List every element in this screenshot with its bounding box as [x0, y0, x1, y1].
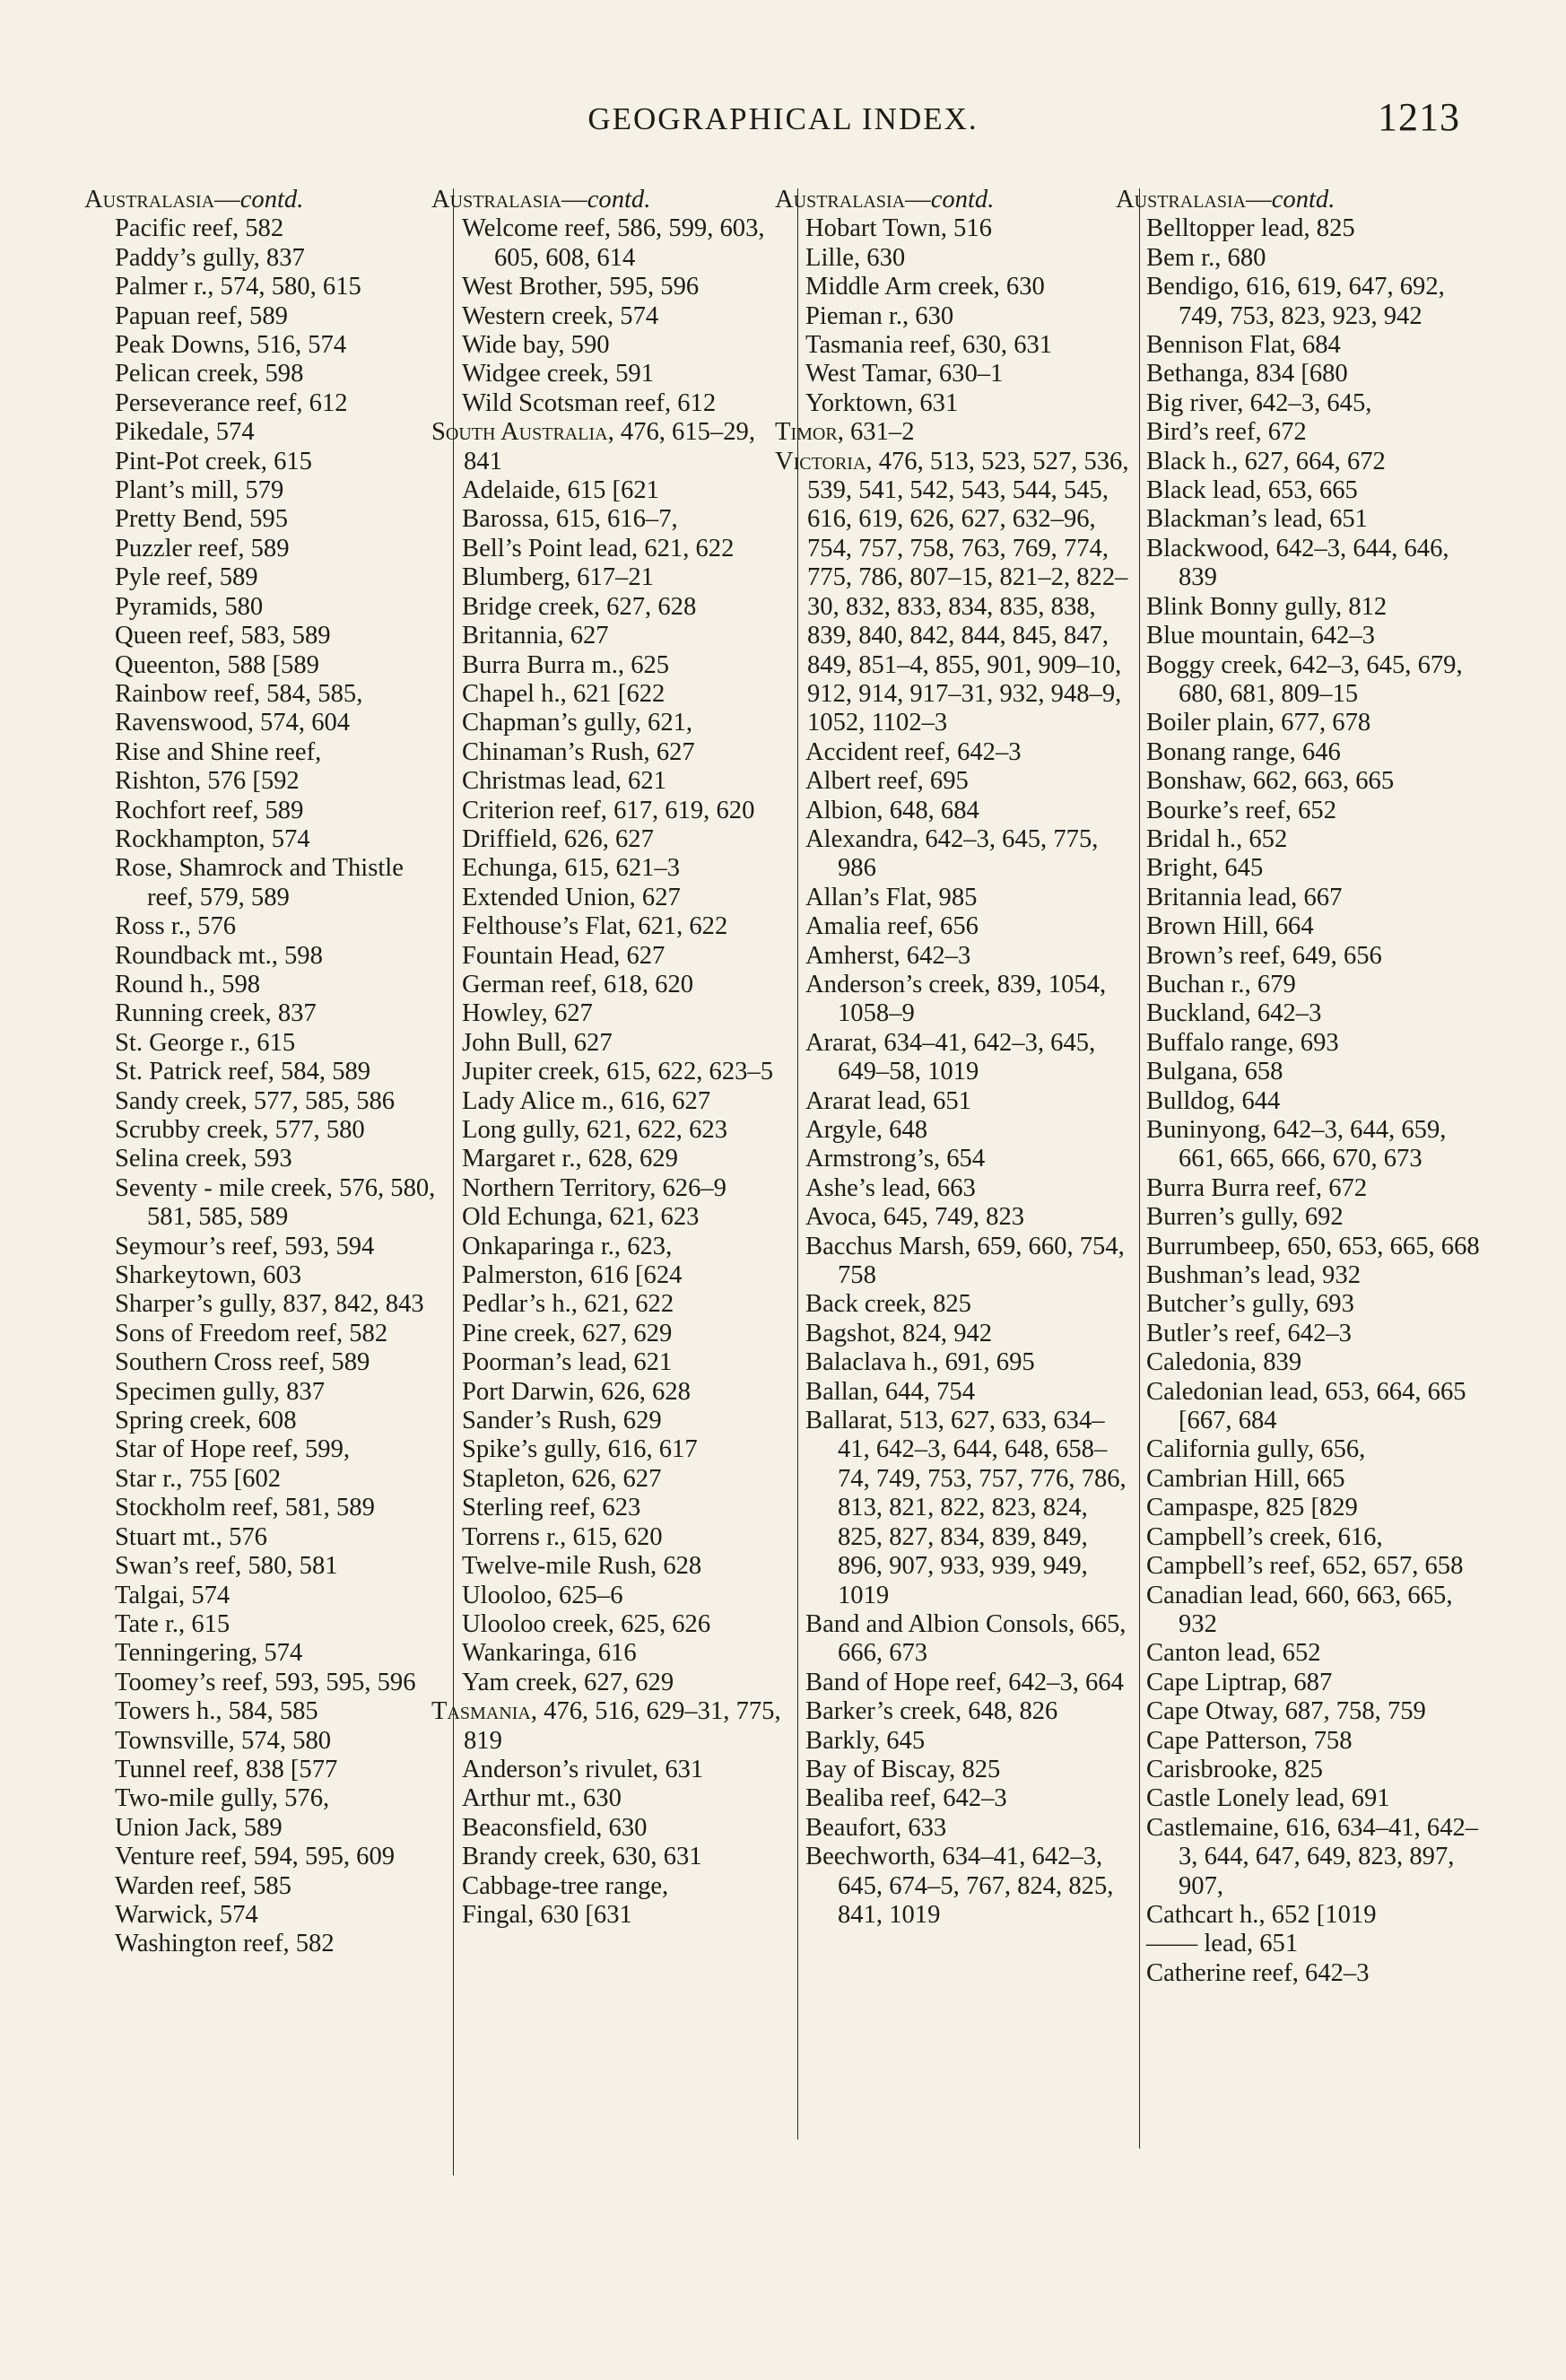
- index-entry: Swan’s reef, 580, 581: [115, 1552, 338, 1581]
- index-entry: Cape Otway, 687, 758, 759: [1146, 1697, 1426, 1726]
- index-entry: Anderson’s creek, 839, 1054, 1058–9: [805, 970, 1107, 1028]
- heading-pages: , 476, 513, 523, 527, 536, 539, 541, 542, 543, 544, 545, 616, 619, 626, 627, 632–96, 754, 757, 758, 763, 769, 774, 775, 786, 807–15, 821–2, 822–30, 832, 833, 834, 835, 838, 839, 840, 842, 844, 845, 847, 849, 851–4, 855, 901, 909–10, 912, 914, 917–31, 932, 948–9, 1052, 1102–3: [807, 447, 1129, 737]
- index-entry: Queenton, 588 [589: [115, 650, 319, 679]
- index-entry: Adelaide, 615 [621: [462, 476, 659, 505]
- index-entry: Butcher’s gully, 693: [1146, 1290, 1354, 1319]
- index-entry: Brown Hill, 664: [1146, 912, 1314, 941]
- index-entry: Plant’s mill, 579: [115, 476, 284, 505]
- index-entry: Bealiba reef, 642–3: [805, 1784, 1007, 1813]
- heading-lead: Timor: [775, 418, 838, 447]
- index-entry: Sterling reef, 623: [462, 1494, 641, 1522]
- index-entry: Burrumbeep, 650, 653, 665, 668: [1146, 1232, 1480, 1260]
- index-entry: Carisbrooke, 825: [1146, 1755, 1323, 1783]
- index-entry: Amherst, 642–3: [805, 941, 971, 970]
- index-entry: Burren’s gully, 692: [1146, 1203, 1344, 1232]
- index-entry: Ararat lead, 651: [805, 1086, 971, 1115]
- index-entry: Cape Patterson, 758: [1146, 1726, 1353, 1755]
- index-entry: Albert reef, 695: [805, 767, 969, 796]
- index-entry: Alexandra, 642–3, 645, 775, 986: [805, 824, 1099, 883]
- index-entry: Barkly, 645: [805, 1726, 926, 1755]
- index-entry: Puzzler reef, 589: [115, 534, 290, 562]
- index-entry: Black h., 627, 664, 672: [1146, 447, 1386, 475]
- index-entry: Palmerston, 616 [624: [462, 1261, 683, 1290]
- index-entry: Pretty Bend, 595: [115, 505, 288, 534]
- page-number: 1213: [1378, 95, 1460, 139]
- index-entry: Bright, 645: [1146, 854, 1264, 883]
- index-entry: Bridal h., 652: [1146, 824, 1288, 853]
- index-entry: Roundback mt., 598: [115, 941, 323, 970]
- index-entry: Castlemaine, 616, 634–41, 642–3, 644, 647, 649, 823, 897, 907,: [1146, 1813, 1479, 1900]
- index-entry: Black lead, 653, 665: [1146, 476, 1358, 505]
- index-entry: Christmas lead, 621: [462, 767, 666, 796]
- index-entry: West Brother, 595, 596: [462, 273, 700, 301]
- heading-lead: Australasia: [431, 186, 562, 214]
- index-entry: Twelve-mile Rush, 628: [462, 1552, 702, 1581]
- index-entry: Fountain Head, 627: [462, 941, 666, 970]
- index-entry: Bendigo, 616, 619, 647, 692, 749, 753, 823, 923, 942: [1146, 273, 1445, 330]
- page-title: GEOGRAPHICAL INDEX.: [587, 101, 979, 136]
- index-entry: Bonshaw, 662, 663, 665: [1146, 767, 1395, 796]
- index-entry: Sharkeytown, 603: [115, 1261, 302, 1290]
- index-entry: Bonang range, 646: [1146, 737, 1341, 766]
- index-entry: Yorktown, 631: [805, 388, 959, 417]
- index-entry: Hobart Town, 516: [805, 214, 992, 243]
- heading-pages: , 476, 516, 629–31, 775, 819: [464, 1697, 781, 1755]
- index-entry: Buchan r., 679: [1146, 970, 1296, 998]
- index-entry: Pint-Pot creek, 615: [115, 447, 312, 475]
- index-entry: Bridge creek, 627, 628: [462, 592, 697, 621]
- index-entry: Bulldog, 644: [1146, 1086, 1281, 1115]
- index-entry: Beaufort, 633: [805, 1813, 947, 1842]
- index-entry: Big river, 642–3, 645,: [1146, 388, 1372, 417]
- heading-contd: contd.: [239, 186, 304, 214]
- index-entry: Ulooloo, 625–6: [462, 1581, 623, 1609]
- index-entry: Two-mile gully, 576,: [115, 1784, 330, 1813]
- index-entry: Wankaringa, 616: [462, 1639, 637, 1668]
- index-entry: Papuan reef, 589: [115, 301, 288, 330]
- index-entry: Washington reef, 582: [115, 1930, 335, 1958]
- index-entry: Avoca, 645, 749, 823: [805, 1203, 1025, 1232]
- index-section-heading: [775, 418, 1135, 447]
- index-entry: Barossa, 615, 616–7,: [462, 505, 678, 534]
- index-entry: Widgee creek, 591: [462, 360, 654, 388]
- index-entry: Western creek, 574: [462, 301, 659, 330]
- index-entry: Catherine reef, 642–3: [1146, 1958, 1370, 1987]
- index-column-3: [775, 186, 1135, 2186]
- index-entry: Belltopper lead, 825: [1146, 214, 1355, 243]
- index-entry: Barker’s creek, 648, 826: [805, 1697, 1058, 1726]
- index-entry: Ballan, 644, 754: [805, 1377, 976, 1406]
- index-entry: Criterion reef, 617, 619, 620: [462, 796, 755, 824]
- heading-lead: Australasia: [84, 186, 215, 214]
- index-entry: Townsville, 574, 580: [115, 1726, 332, 1755]
- index-entry: Onkaparinga r., 623,: [462, 1232, 673, 1260]
- index-entry: Star r., 755 [602: [115, 1464, 282, 1493]
- index-entry: Pacific reef, 582: [115, 214, 284, 243]
- index-entry: Welcome reef, 586, 599, 603, 605, 608, 614: [462, 214, 765, 272]
- index-section-heading: Australasia—contd.: [431, 186, 651, 214]
- heading-lead: South Australia: [431, 418, 608, 447]
- index-entry: John Bull, 627: [462, 1028, 613, 1057]
- index-entry: Bem r., 680: [1146, 243, 1266, 272]
- index-entry: Canadian lead, 660, 663, 665, 932: [1146, 1581, 1453, 1638]
- index-entry: Buninyong, 642–3, 644, 659, 661, 665, 666, 670, 673: [1146, 1116, 1447, 1173]
- index-entry: Accident reef, 642–3: [805, 737, 1022, 766]
- index-entry: Queen reef, 583, 589: [115, 622, 331, 650]
- index-entry: Bagshot, 824, 942: [805, 1319, 993, 1347]
- index-entry: Rose, Shamrock and Thistle reef, 579, 589: [115, 854, 404, 911]
- index-entry: Ulooloo creek, 625, 626: [462, 1609, 711, 1638]
- index-entry: Port Darwin, 626, 628: [462, 1377, 691, 1406]
- index-entry: Bethanga, 834 [680: [1146, 360, 1348, 388]
- index-entry: Blackman’s lead, 651: [1146, 505, 1368, 534]
- index-entry: Lady Alice m., 616, 627: [462, 1086, 711, 1115]
- index-entry: Toomey’s reef, 593, 595, 596: [115, 1668, 416, 1696]
- index-entry: Band of Hope reef, 642–3, 664: [805, 1668, 1124, 1696]
- index-entry: Boggy creek, 642–3, 645, 679, 680, 681, 809–15: [1146, 650, 1463, 708]
- index-entry: Bay of Biscay, 825: [805, 1755, 1001, 1783]
- index-entry: Ravenswood, 574, 604: [115, 709, 351, 737]
- index-entry: Warden reef, 585: [115, 1871, 291, 1900]
- index-entry: Bird’s reef, 672: [1146, 418, 1307, 447]
- index-entry: Peak Downs, 516, 574: [115, 331, 347, 360]
- index-entry: Buffalo range, 693: [1146, 1028, 1339, 1057]
- index-entry: Cape Liptrap, 687: [1146, 1668, 1333, 1696]
- index-entry: Rishton, 576 [592: [115, 767, 300, 796]
- column-divider: [453, 188, 454, 2175]
- index-entry: Pelican creek, 598: [115, 360, 304, 388]
- index-entry: Cambrian Hill, 665: [1146, 1464, 1345, 1493]
- index-entry: Pyle reef, 589: [115, 563, 258, 592]
- index-entry: Chinaman’s Rush, 627: [462, 737, 695, 766]
- index-entry: Pyramids, 580: [115, 592, 264, 621]
- column-divider: [1139, 188, 1140, 2149]
- index-entry: Paddy’s gully, 837: [115, 243, 305, 272]
- index-entry: Venture reef, 594, 595, 609: [115, 1843, 396, 1871]
- index-entry: Rainbow reef, 584, 585,: [115, 679, 363, 708]
- index-entry: Jupiter creek, 615, 622, 623–5: [462, 1058, 774, 1086]
- index-entry: Boiler plain, 677, 678: [1146, 709, 1371, 737]
- index-entry: Blue mountain, 642–3: [1146, 622, 1375, 650]
- index-entry: Bulgana, 658: [1146, 1058, 1283, 1086]
- index-entry: Selina creek, 593: [115, 1145, 292, 1173]
- heading-lead: Tasmania: [431, 1697, 531, 1726]
- index-entry: Blackwood, 642–3, 644, 646, 839: [1146, 534, 1449, 592]
- index-entry: Balaclava h., 691, 695: [805, 1348, 1035, 1377]
- heading-contd: contd.: [930, 186, 995, 214]
- index-section-heading: Australasia—contd.: [84, 186, 304, 214]
- index-entry: Amalia reef, 656: [805, 912, 979, 941]
- index-entry: St. George r., 615: [115, 1028, 296, 1057]
- index-entry: West Tamar, 630–1: [805, 360, 1004, 388]
- index-entry: Tunnel reef, 838 [577: [115, 1755, 338, 1783]
- index-entry: Perseverance reef, 612: [115, 388, 348, 417]
- index-entry: St. Patrick reef, 584, 589: [115, 1058, 371, 1086]
- index-entry: Middle Arm creek, 630: [805, 273, 1045, 301]
- index-entry: Castle Lonely lead, 691: [1146, 1784, 1390, 1813]
- index-entry: Arthur mt., 630: [462, 1784, 622, 1813]
- index-entry: Brown’s reef, 649, 656: [1146, 941, 1382, 970]
- index-entry: Anderson’s rivulet, 631: [462, 1755, 704, 1783]
- index-entry: Bennison Flat, 684: [1146, 331, 1341, 360]
- index-entry: Southern Cross reef, 589: [115, 1348, 370, 1377]
- index-entry: Howley, 627: [462, 999, 593, 1028]
- index-entry: Margaret r., 628, 629: [462, 1145, 678, 1173]
- index-entry: Towers h., 584, 585: [115, 1697, 318, 1726]
- index-entry: Driffield, 626, 627: [462, 824, 654, 853]
- index-entry: Specimen gully, 837: [115, 1377, 326, 1406]
- index-entry: Campaspe, 825 [829: [1146, 1494, 1358, 1522]
- index-entry: Armstrong’s, 654: [805, 1145, 986, 1173]
- index-entry: Pedlar’s h., 621, 622: [462, 1290, 674, 1319]
- index-entry: Campbell’s reef, 652, 657, 658: [1146, 1552, 1464, 1581]
- index-entry: Stapleton, 626, 627: [462, 1464, 662, 1493]
- index-entry: Rochfort reef, 589: [115, 796, 304, 824]
- index-entry: Seymour’s reef, 593, 594: [115, 1232, 375, 1260]
- index-section-heading: [775, 448, 1135, 738]
- index-entry: Beaconsfield, 630: [462, 1813, 648, 1842]
- index-entry: Scrubby creek, 577, 580: [115, 1116, 365, 1144]
- heading-lead: Australasia: [1116, 186, 1247, 214]
- index-entry: —— lead, 651: [1146, 1930, 1299, 1958]
- index-entry: Beechworth, 634–41, 642–3, 645, 674–5, 767, 824, 825, 841, 1019: [805, 1843, 1114, 1929]
- index-entry: Canton lead, 652: [1146, 1639, 1321, 1668]
- index-entry: Yam creek, 627, 629: [462, 1668, 674, 1696]
- index-entry: Spike’s gully, 616, 617: [462, 1435, 698, 1464]
- index-entry: Palmer r., 574, 580, 615: [115, 273, 361, 301]
- index-column-4: [1116, 186, 1487, 2186]
- index-entry: Ross r., 576: [115, 912, 237, 941]
- index-section-heading: [431, 1697, 792, 1756]
- index-entry: Burra Burra m., 625: [462, 650, 670, 679]
- index-entry: Lille, 630: [805, 243, 906, 272]
- index-section-heading: [431, 418, 792, 476]
- heading-contd: contd.: [1271, 186, 1335, 214]
- index-entry: Blumberg, 617–21: [462, 563, 654, 592]
- index-entry: Ballarat, 513, 627, 633, 634–41, 642–3, 644, 648, 658–74, 749, 753, 757, 776, 786, 813, 821, 822, 823, 824, 825, 827, 834, 839, 849, 896, 907, 933, 939, 949, 1019: [805, 1407, 1127, 1609]
- index-entry: Wide bay, 590: [462, 331, 610, 360]
- index-entry: Bacchus Marsh, 659, 660, 754, 758: [805, 1232, 1125, 1290]
- index-entry: Round h., 598: [115, 970, 261, 998]
- index-entry: Poorman’s lead, 621: [462, 1348, 673, 1377]
- index-entry: Felthouse’s Flat, 621, 622: [462, 912, 728, 941]
- index-entry: Pikedale, 574: [115, 418, 255, 447]
- index-entry: Rockhampton, 574: [115, 824, 310, 853]
- index-entry: Britannia lead, 667: [1146, 883, 1343, 911]
- index-entry: Bell’s Point lead, 621, 622: [462, 534, 735, 562]
- index-entry: Chapel h., 621 [622: [462, 679, 666, 708]
- index-entry: Cathcart h., 652 [1019: [1146, 1900, 1377, 1929]
- heading-pages: , 631–2: [837, 418, 915, 447]
- page-header: [0, 94, 1566, 148]
- index-entry: Sandy creek, 577, 585, 586: [115, 1086, 396, 1115]
- index-entry: Chapman’s gully, 621,: [462, 709, 693, 737]
- index-entry: Butler’s reef, 642–3: [1146, 1319, 1352, 1347]
- index-entry: Talgai, 574: [115, 1581, 231, 1609]
- index-entry: Stockholm reef, 581, 589: [115, 1494, 375, 1522]
- index-entry: Blink Bonny gully, 812: [1146, 592, 1388, 621]
- index-entry: Long gully, 621, 622, 623: [462, 1116, 727, 1144]
- index-entry: Albion, 648, 684: [805, 796, 979, 824]
- index-entry: Seventy - mile creek, 576, 580, 581, 585, 589: [115, 1173, 436, 1232]
- index-entry: Buckland, 642–3: [1146, 999, 1322, 1028]
- index-entry: Campbell’s creek, 616,: [1146, 1522, 1383, 1551]
- index-entry: Fingal, 630 [631: [462, 1900, 632, 1929]
- index-entry: Extended Union, 627: [462, 883, 681, 911]
- index-entry: Ashe’s lead, 663: [805, 1173, 976, 1202]
- heading-lead: Australasia: [775, 186, 906, 214]
- index-entry: Bushman’s lead, 932: [1146, 1261, 1362, 1290]
- index-entry: Sander’s Rush, 629: [462, 1407, 662, 1435]
- index-entry: Star of Hope reef, 599,: [115, 1435, 351, 1464]
- index-entry: Warwick, 574: [115, 1900, 258, 1929]
- index-entry: Union Jack, 589: [115, 1813, 283, 1842]
- heading-lead: Victoria: [775, 447, 866, 475]
- index-entry: Running creek, 837: [115, 999, 317, 1028]
- index-entry: Wild Scotsman reef, 612: [462, 388, 717, 417]
- heading-contd: contd.: [587, 186, 651, 214]
- index-entry: Echunga, 615, 621–3: [462, 854, 681, 883]
- index-entry: Burra Burra reef, 672: [1146, 1173, 1368, 1202]
- index-entry: Spring creek, 608: [115, 1407, 297, 1435]
- index-entry: Back creek, 825: [805, 1290, 971, 1319]
- index-entry: Britannia, 627: [462, 622, 609, 650]
- index-column-2: [431, 186, 792, 2186]
- index-entry: Sons of Freedom reef, 582: [115, 1319, 388, 1347]
- heading-pages: , 476, 615–29, 841: [464, 418, 755, 475]
- index-entry: Caledonia, 839: [1146, 1348, 1302, 1377]
- index-entry: Rise and Shine reef,: [115, 737, 322, 766]
- index-entry: Stuart mt., 576: [115, 1522, 267, 1551]
- index-entry: Old Echunga, 621, 623: [462, 1203, 700, 1232]
- index-entry: California gully, 656,: [1146, 1435, 1366, 1464]
- index-entry: German reef, 618, 620: [462, 970, 694, 998]
- index-entry: Tasmania reef, 630, 631: [805, 331, 1053, 360]
- index-entry: Sharper’s gully, 837, 842, 843: [115, 1290, 424, 1319]
- index-entry: Brandy creek, 630, 631: [462, 1843, 702, 1871]
- index-entry: Tenningering, 574: [115, 1639, 303, 1668]
- index-column-1: [84, 186, 445, 2186]
- index-section-heading: Australasia—contd.: [1116, 186, 1335, 214]
- index-entry: Allan’s Flat, 985: [805, 883, 978, 911]
- index-entry: Cabbage-tree range,: [462, 1871, 669, 1900]
- index-entry: Argyle, 648: [805, 1116, 928, 1144]
- index-entry: Caledonian lead, 653, 664, 665 [667, 684: [1146, 1377, 1466, 1435]
- index-section-heading: Australasia—contd.: [775, 186, 995, 214]
- index-entry: Torrens r., 615, 620: [462, 1522, 663, 1551]
- index-entry: Pine creek, 627, 629: [462, 1319, 673, 1347]
- index-entry: Pieman r., 630: [805, 301, 954, 330]
- index-entry: Ararat, 634–41, 642–3, 645, 649–58, 1019: [805, 1028, 1096, 1086]
- index-entry: Bourke’s reef, 652: [1146, 796, 1337, 824]
- index-entry: Tate r., 615: [115, 1609, 231, 1638]
- index-entry: Band and Albion Consols, 665, 666, 673: [805, 1609, 1127, 1668]
- index-entry: Northern Territory, 626–9: [462, 1173, 726, 1202]
